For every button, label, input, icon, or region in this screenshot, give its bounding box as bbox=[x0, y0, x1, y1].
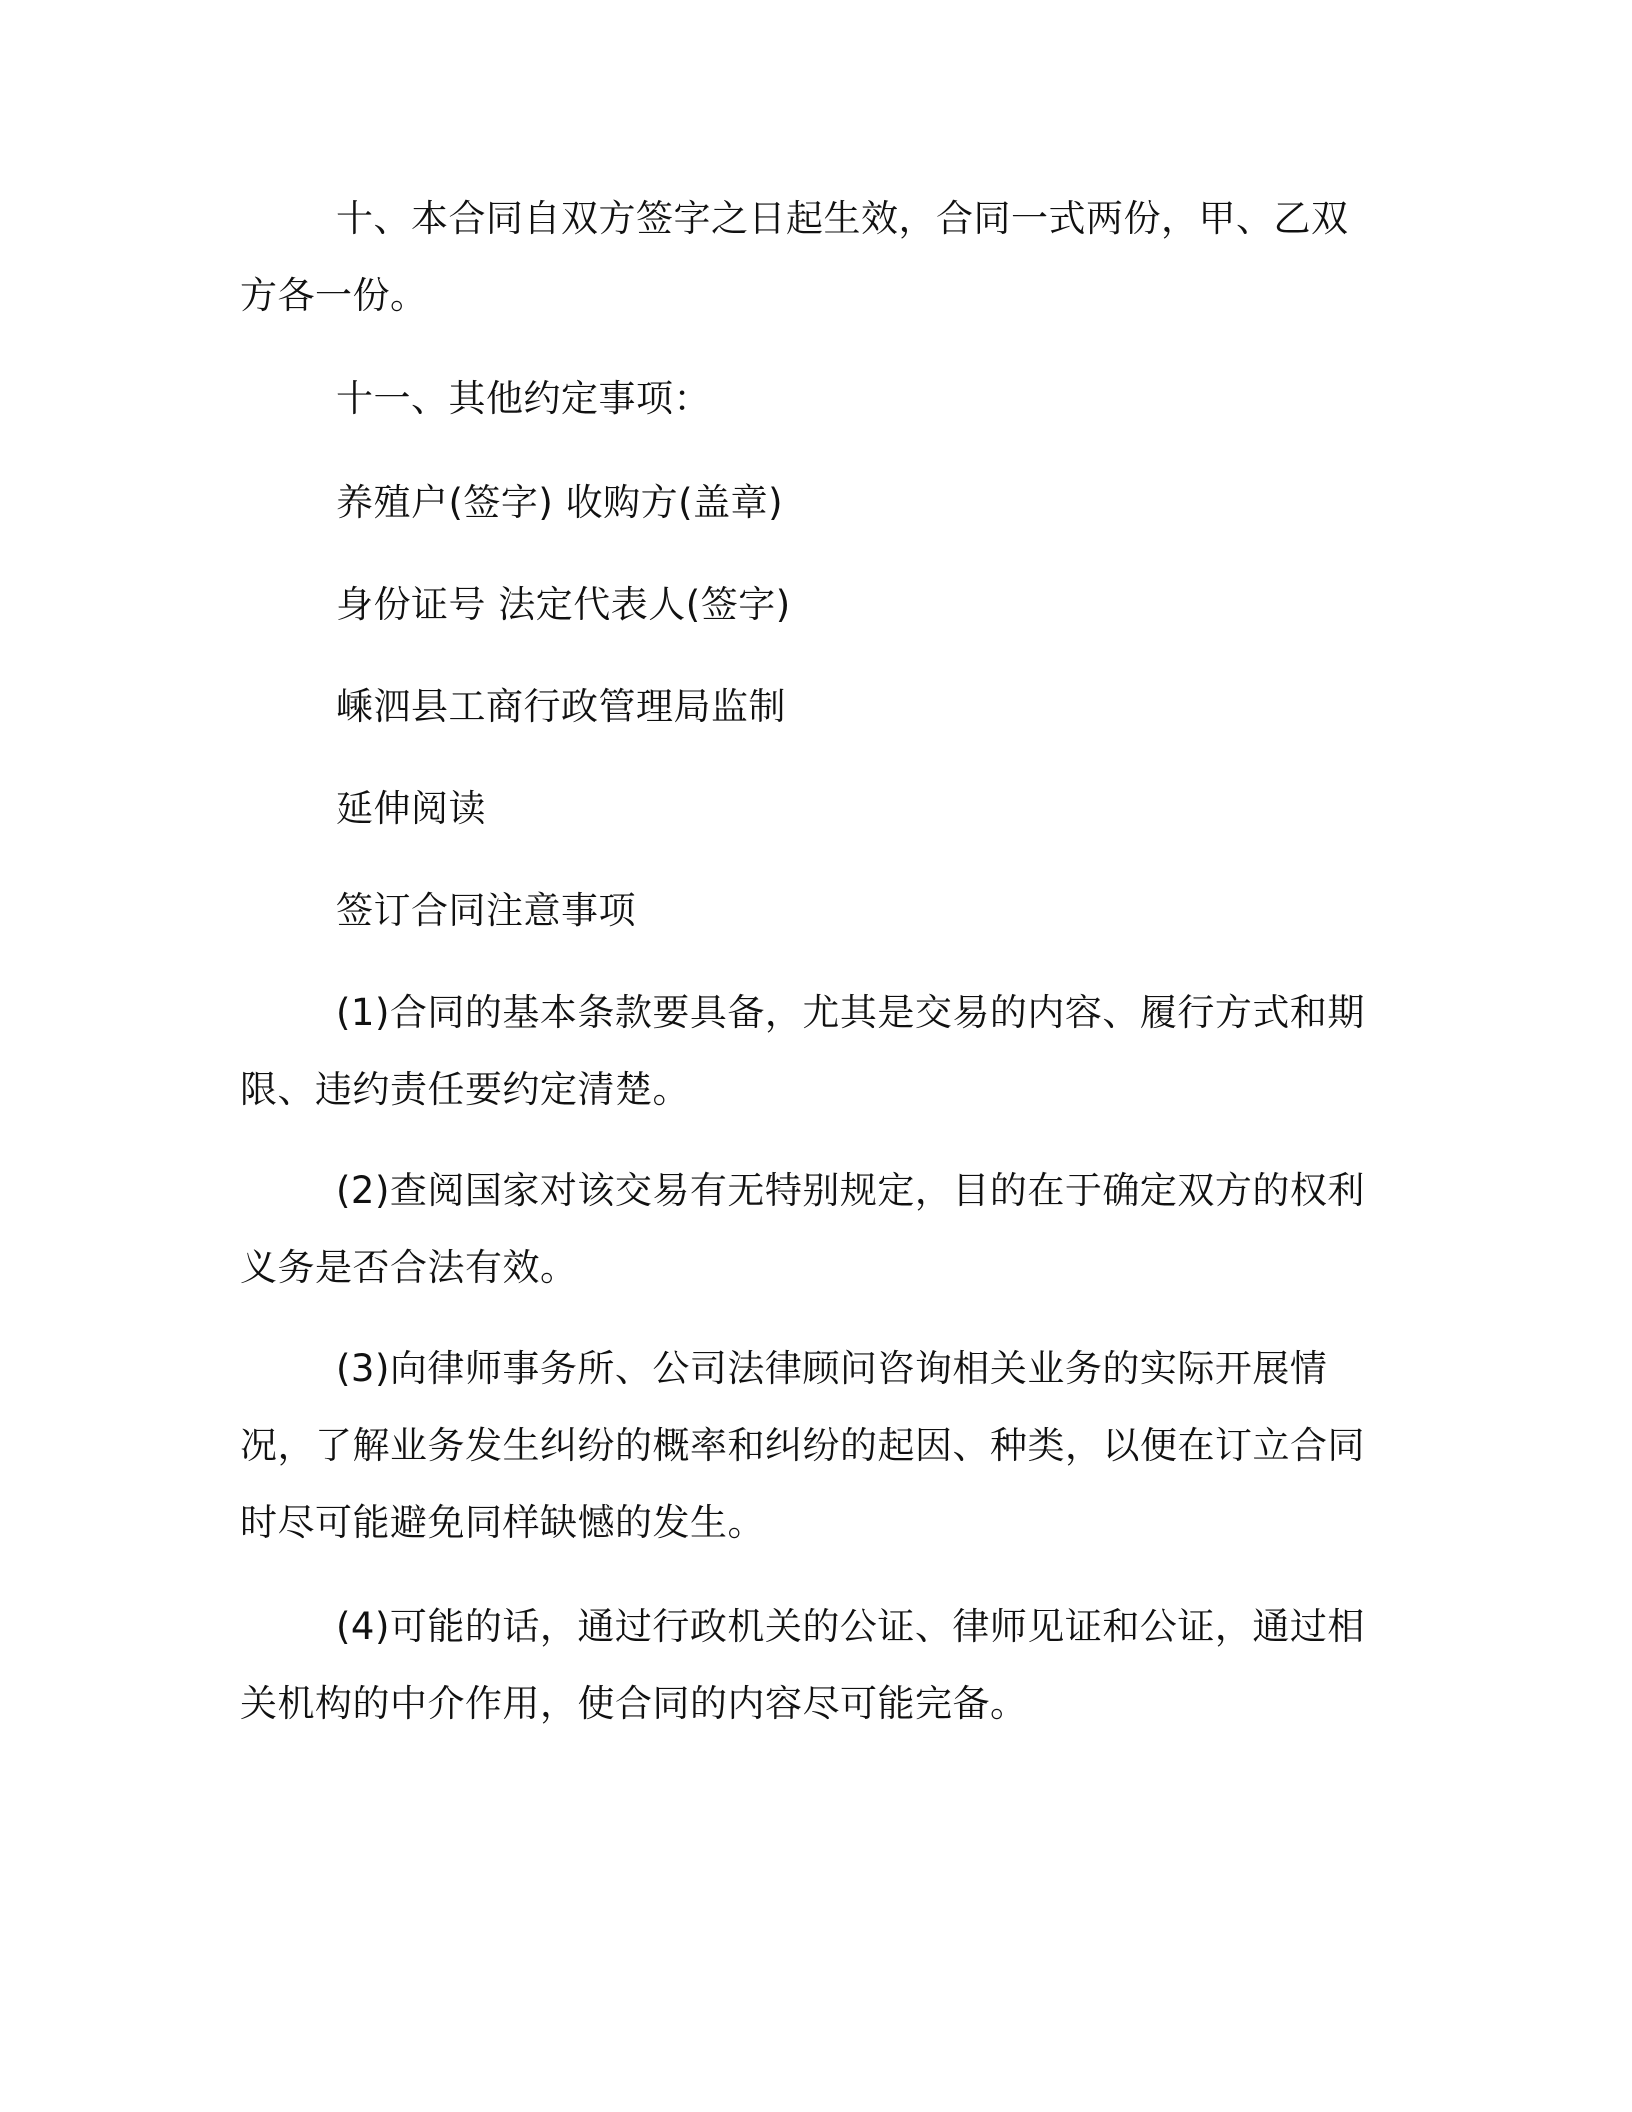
note-item-3: (3)向律师事务所、公司法律顾问咨询相关业务的实际开展情况，了解业务发生纠纷的概率和纠纷的起因、种类，以便在订立合同时尽可能避免同样缺憾的发生。 bbox=[240, 1347, 1365, 1544]
extended-reading-heading: 延伸阅读 bbox=[336, 787, 486, 830]
note-item-4: (4)可能的话，通过行政机关的公证、律师见证和公证，通过相关机构的中介作用，使合同的内容尽可能完备。 bbox=[240, 1605, 1365, 1725]
notes-heading: 签订合同注意事项 bbox=[336, 889, 636, 932]
note-item-1: (1)合同的基本条款要具备，尤其是交易的内容、履行方式和期限、违约责任要约定清楚。 bbox=[240, 991, 1365, 1111]
supervisor-note: 嵊泗县工商行政管理局监制 bbox=[336, 685, 786, 728]
signature-line-id-representative: 身份证号 法定代表人(签字) bbox=[336, 583, 791, 626]
clause-ten: 十、本合同自双方签字之日起生效，合同一式两份，甲、乙双方各一份。 bbox=[240, 197, 1349, 317]
note-item-2: (2)查阅国家对该交易有无特别规定，目的在于确定双方的权利义务是否合法有效。 bbox=[240, 1169, 1365, 1289]
clause-eleven: 十一、其他约定事项： bbox=[336, 377, 711, 420]
signature-line-farmer-buyer: 养殖户(签字) 收购方(盖章) bbox=[336, 481, 784, 524]
